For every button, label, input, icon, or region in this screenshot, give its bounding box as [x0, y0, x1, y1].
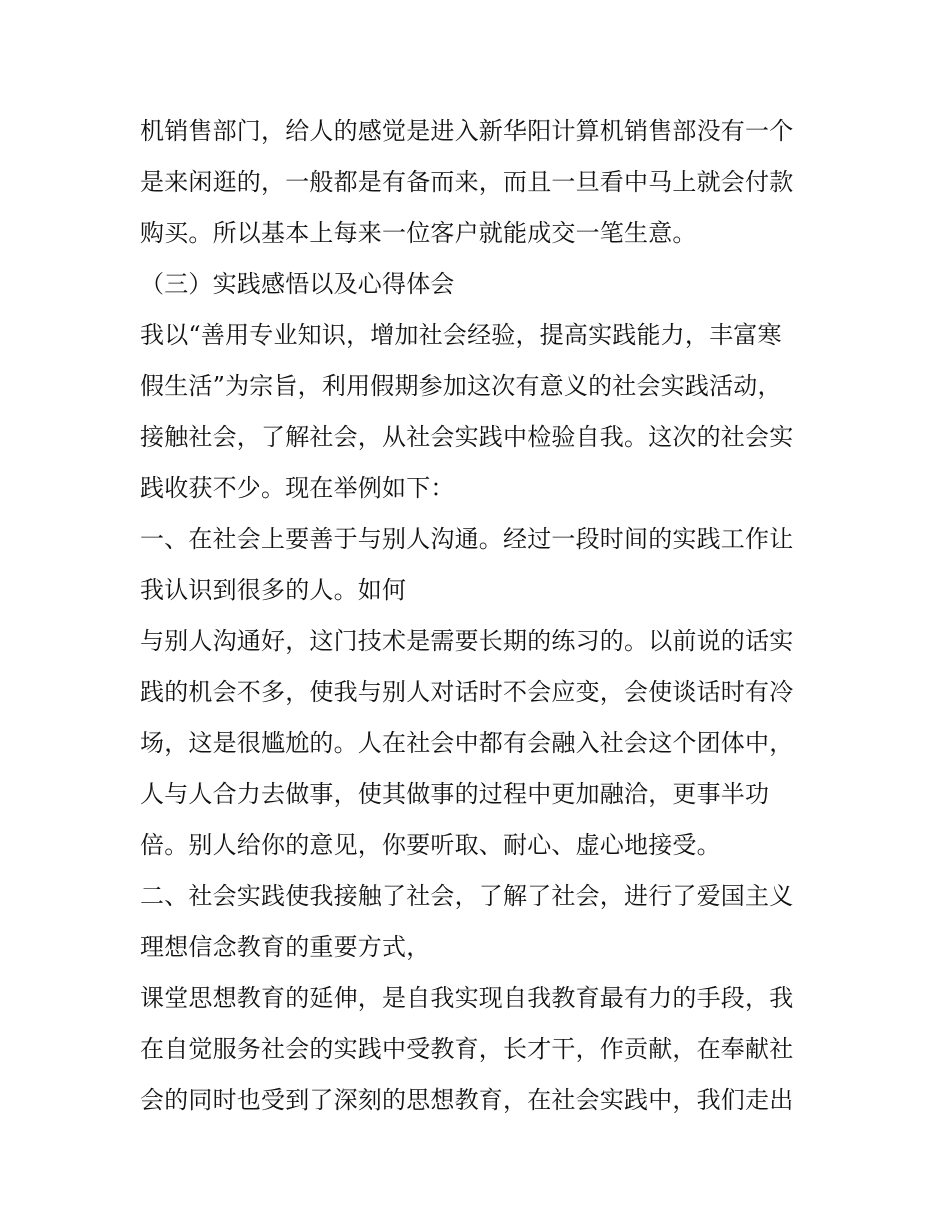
text-line: 与别人沟通好，这门技术是需要长期的练习的。以前说的话实: [140, 627, 794, 655]
text-line: 假生活”为宗旨，利用假期参加这次有意义的社会实践活动，: [140, 372, 782, 400]
text-line: 理想信念教育的重要方式，: [140, 933, 431, 961]
text-line: 人与人合力去做事，使其做事的过程中更加融洽，更事半功: [140, 780, 770, 808]
text-line: 倍。别人给你的意见，你要听取、耐心、虚心地接受。: [140, 831, 721, 859]
text-line: 机销售部门，给人的感觉是进入新华阳计算机销售部没有一个: [140, 117, 794, 145]
text-line: 在自觉服务社会的实践中受教育，长才干，作贡献，在奉献社: [140, 1035, 794, 1063]
text-line: 购买。所以基本上每来一位客户就能成交一笔生意。: [140, 219, 697, 247]
text-line: 场，这是很尴尬的。人在社会中都有会融入社会这个团体中，: [140, 729, 794, 757]
text-line: 我认识到很多的人。如何: [140, 576, 407, 604]
text-line: 接触社会，了解社会，从社会实践中检验自我。这次的社会实: [140, 423, 794, 451]
text-line: 会的同时也受到了深刻的思想教育，在社会实践中，我们走出: [140, 1086, 794, 1114]
text-line: 是来闲逛的，一般都是有备而来，而且一旦看中马上就会付款: [140, 168, 794, 196]
document-body: [140, 106, 820, 1126]
text-line: 一、在社会上要善于与别人沟通。经过一段时间的实践工作让: [140, 525, 794, 553]
section-heading: （三）实践感悟以及心得体会: [140, 270, 455, 298]
text-line: 践的机会不多，使我与别人对话时不会应变，会使谈话时有冷: [140, 678, 794, 706]
text-line: 我以“善用专业知识，增加社会经验，提高实践能力，丰富寒: [140, 321, 782, 349]
text-line: 二、社会实践使我接触了社会，了解了社会，进行了爱国主义: [140, 882, 794, 910]
text-line: 践收获不少。现在举例如下：: [140, 474, 455, 502]
text-line: 课堂思想教育的延伸，是自我实现自我教育最有力的手段，我: [140, 984, 794, 1012]
